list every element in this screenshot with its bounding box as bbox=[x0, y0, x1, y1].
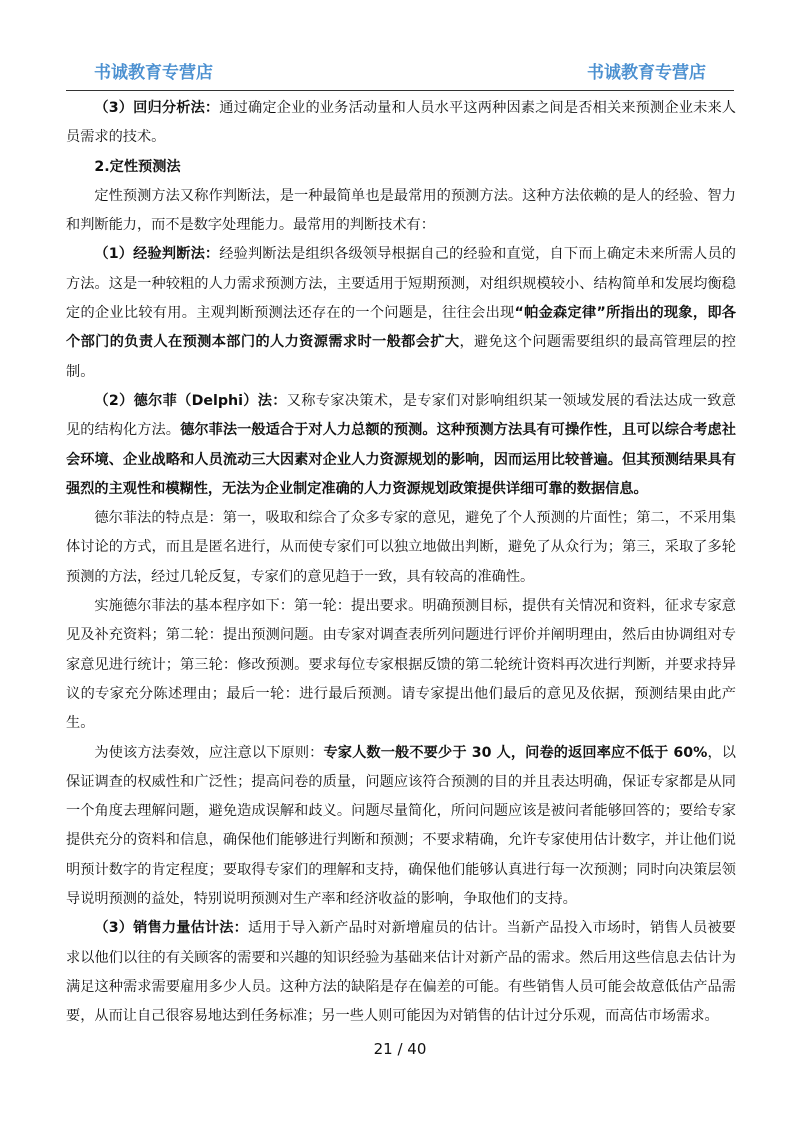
text-run: 又称专家决策术，是专家们对影响组织某一领域发展的看法达成一致意见的结构化方法。 bbox=[66, 392, 736, 439]
header-brand-left: 书诚教育专营店 bbox=[94, 63, 213, 83]
header-brand-right: 书诚教育专营店 bbox=[587, 63, 706, 83]
page-number: 21 / 40 bbox=[373, 1040, 427, 1058]
text-run: 定性预测方法又称作判断法，是一种最简单也是最常用的预测方法。这种方法依赖的是人的经验、智力和判断能力，而不是数字处理能力。最常用的判断技术有： bbox=[66, 187, 736, 234]
paragraph bbox=[66, 387, 736, 504]
paragraph bbox=[66, 914, 736, 1031]
bold-text: （1）经验判断法： bbox=[94, 246, 220, 263]
paragraph bbox=[66, 94, 736, 153]
bold-text: （3）销售力量估计法： bbox=[94, 920, 249, 937]
text-run: 适用于导入新产品时对新增雇员的估计。当新产品投入市场时，销售人员被要求以他们以往的有关顾客的需要和兴趣的知识经验为基础来估计对新产品的需求。然后用这些信息去估计为满足这种需求需要雇用多少人员。这种方法的缺陷是存在偏差的可能。有些销售人员可能会故意低估产品需要，从而让自己很容易地达到任务标准；另一些人则可能因为对销售的估计过分乐观，而高估市场需求。 bbox=[66, 920, 736, 1025]
paragraph bbox=[66, 592, 736, 738]
page-header bbox=[66, 50, 734, 91]
bold-text: 德尔菲法一般适合于对人力总额的预测。这种预测方法具有可操作性，且可以综合考虑社会环境、企业战略和人员流动三大因素对企业人力资源规划的影响，因而运用比较普遍。但其预测结果具有强烈的主观性和模糊性，无法为企业制定准确的人力资源规划政策提供详细可靠的数据信息。 bbox=[66, 422, 736, 497]
text-run: ，以保证调查的权威性和广泛性；提高问卷的质量，问题应该符合预测的目的并且表达明确，保证专家都是从同一个角度去理解问题，避免造成误解和歧义。问题尽量简化，所问问题应该是被问者能够回答的；要给专家提供充分的资料和信息，确保他们能够进行判断和预测；不要求精确，允许专家使用估计数字，并让他们说明预计数字的肯定程度；要取得专家们的理解和支持，确保他们能够认真进行每一次预测；同时向决策层领导说明预测的益处，特别说明预测对生产率和经济收益的影响，争取他们的支持。 bbox=[66, 744, 736, 908]
text-run: 德尔菲法的特点是：第一，吸取和综合了众多专家的意见，避免了个人预测的片面性；第二，不采用集体讨论的方式，而且是匿名进行，从而使专家们可以独立地做出判断，避免了从众行为；第三，采取了多轮预测的方法，经过几轮反复，专家们的意见趋于一致，具有较高的准确性。 bbox=[66, 510, 736, 585]
text-run: 实施德尔菲法的基本程序如下：第一轮：提出要求。明确预测目标，提供有关情况和资料，征求专家意见及补充资料；第二轮：提出预测问题。由专家对调查表所列问题进行评价并阐明理由，然后由协调组对专家意见进行统计；第三轮：修改预测。要求每位专家根据反馈的第二轮统计资料再次进行判断，并要求持异议的专家充分陈述理由；最后一轮：进行最后预测。请专家提出他们最后的意见及依据，预测结果由此产生。 bbox=[66, 598, 736, 732]
section-heading bbox=[66, 153, 736, 182]
text-run: 为使该方法奏效，应注意以下原则： bbox=[94, 744, 324, 761]
bold-text: 2.定性预测法 bbox=[94, 158, 181, 175]
paragraph bbox=[66, 504, 736, 592]
text-run: ，避免这个问题需要组织的最高管理层的控制。 bbox=[66, 334, 736, 380]
text-run: 经验判断法是组织各级领导根据自己的经验和直觉，自下而上确定未来所需人员的方法。这是一种较粗的人力需求预测方法，主要适用于短期预测，对组织规模较小、结构简单和发展均衡稳定的企业比较有用。主观判断预测法还存在的一个问题是，往往会出现 bbox=[66, 246, 736, 322]
bold-text: “帕金森定律”所指出的现象，即各个部门的负责人在预测本部门的人力资源需求时一般都会扩大 bbox=[66, 305, 736, 351]
bold-text: （3）回归分析法： bbox=[94, 100, 220, 116]
document-body bbox=[66, 94, 736, 1032]
paragraph bbox=[66, 240, 736, 386]
paragraph bbox=[66, 182, 736, 241]
text-run: 通过确定企业的业务活动量和人员水平这两种因素之间是否相关来预测企业未来人员需求的技术。 bbox=[66, 100, 736, 146]
bold-text: 专家人数一般不要少于 30 人，问卷的返回率应不低于 60% bbox=[323, 744, 708, 761]
paragraph bbox=[66, 739, 736, 915]
bold-text: （2）德尔菲（Delphi）法： bbox=[94, 392, 287, 409]
